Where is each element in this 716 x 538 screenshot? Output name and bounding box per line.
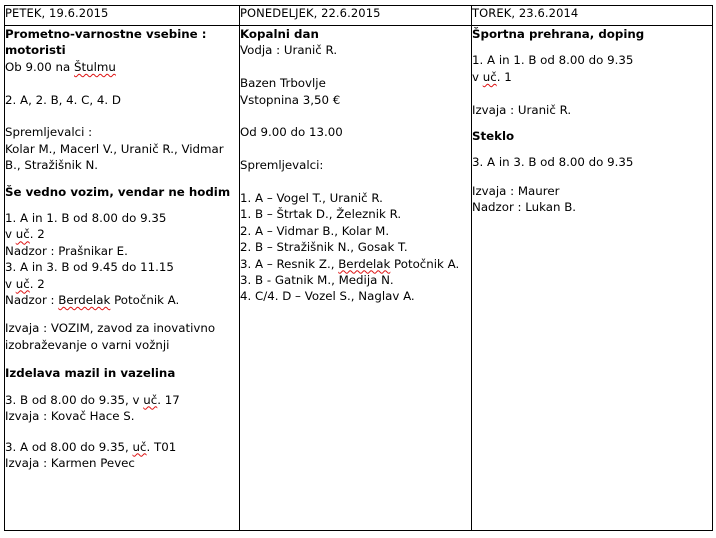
location-line: Bazen Trbovlje xyxy=(240,76,326,91)
class-list: 2. A, 2. B, 4. C, 4. D xyxy=(5,92,122,107)
schedule-line: 1. A in 1. B od 8.00 do 9.35 xyxy=(5,211,167,226)
provider-line: Izvaja : Kovač Hace S. xyxy=(5,409,135,424)
activity-title: Prometno-varnostne vsebine : xyxy=(5,27,207,41)
schedule-table xyxy=(4,5,713,531)
column-header-monday: PONEDELJEK, 22.6.2015 xyxy=(240,6,472,26)
provider-line: Izvaja : Maurer xyxy=(472,183,560,198)
activity-title: Steklo xyxy=(472,129,515,144)
supervisor-line: Nadzor : Lukan B. xyxy=(472,200,577,215)
fee-line: Vstopnina 3,50 € xyxy=(240,92,341,107)
leader-line: Vodja : Uranič R. xyxy=(240,43,338,58)
escort-label: Spremljevalci : xyxy=(5,125,93,140)
activity-title: Kopalni dan xyxy=(240,27,319,41)
schedule-line: 3. A in 3. B od 8.00 do 9.35 xyxy=(472,155,634,170)
column-header-tuesday: TOREK, 23.6.2014 xyxy=(472,6,713,26)
provider-line: izobraževanje o varni vožnji xyxy=(5,337,170,352)
activity-title: Športna prehrana, doping xyxy=(472,27,645,41)
room-line: v uč. 2 xyxy=(5,276,45,291)
schedule-line: Ob 9.00 na Štulmu xyxy=(5,59,116,74)
time-line: Od 9.00 do 13.00 xyxy=(240,125,343,140)
escort-label: Spremljevalci: xyxy=(240,158,324,173)
escort-assignment: 3. A – Resnik Z., Berdelak Potočnik A. xyxy=(240,256,460,271)
content-row xyxy=(5,26,713,531)
header-row xyxy=(5,6,713,26)
escort-names: B., Stražišnik N. xyxy=(5,158,99,173)
provider-line: Izvaja : Uranič R. xyxy=(472,102,572,117)
column-friday xyxy=(5,26,240,531)
activity-title: Izdelava mazil in vazelina xyxy=(5,366,176,381)
escort-names: Kolar M., Macerl V., Uranič R., Vidmar xyxy=(5,141,224,156)
column-header-friday: PETEK, 19.6.2015 xyxy=(5,6,240,26)
schedule-line: 3. B od 8.00 do 9.35, v uč. 17 xyxy=(5,392,180,407)
room-line: v uč. 2 xyxy=(5,227,45,242)
escort-assignment: 1. A – Vogel T., Uranič R. xyxy=(240,191,383,205)
escort-assignment: 4. C/4. D – Vozel S., Naglav A. xyxy=(240,289,415,304)
column-monday xyxy=(240,26,472,531)
provider-line: Izvaja : Karmen Pevec xyxy=(5,455,135,470)
escort-assignment: 2. B – Stražišnik N., Gosak T. xyxy=(240,240,408,255)
schedule-line: 1. A in 1. B od 8.00 do 9.35 xyxy=(472,53,634,68)
escort-assignment: 3. B - Gatnik M., Medija N. xyxy=(240,273,394,288)
escort-assignment: 2. A – Vidmar B., Kolar M. xyxy=(240,223,390,238)
activity-title: Še vedno vozim, vendar ne hodim xyxy=(5,184,231,199)
provider-line: Izvaja : VOZIM, zavod za inovativno xyxy=(5,321,216,336)
supervisor-line: Nadzor : Prašnikar E. xyxy=(5,243,128,258)
escort-assignment: 1. B – Štrtak D., Železnik R. xyxy=(240,207,402,222)
activity-title: motoristi xyxy=(5,43,66,58)
schedule-line: 3. A od 8.00 do 9.35, uč. T01 xyxy=(5,439,177,454)
schedule-line: 3. A in 3. B od 9.45 do 11.15 xyxy=(5,260,174,275)
supervisor-line: Nadzor : Berdelak Potočnik A. xyxy=(5,293,180,308)
column-tuesday xyxy=(472,26,713,531)
room-line: v uč. 1 xyxy=(472,69,512,84)
